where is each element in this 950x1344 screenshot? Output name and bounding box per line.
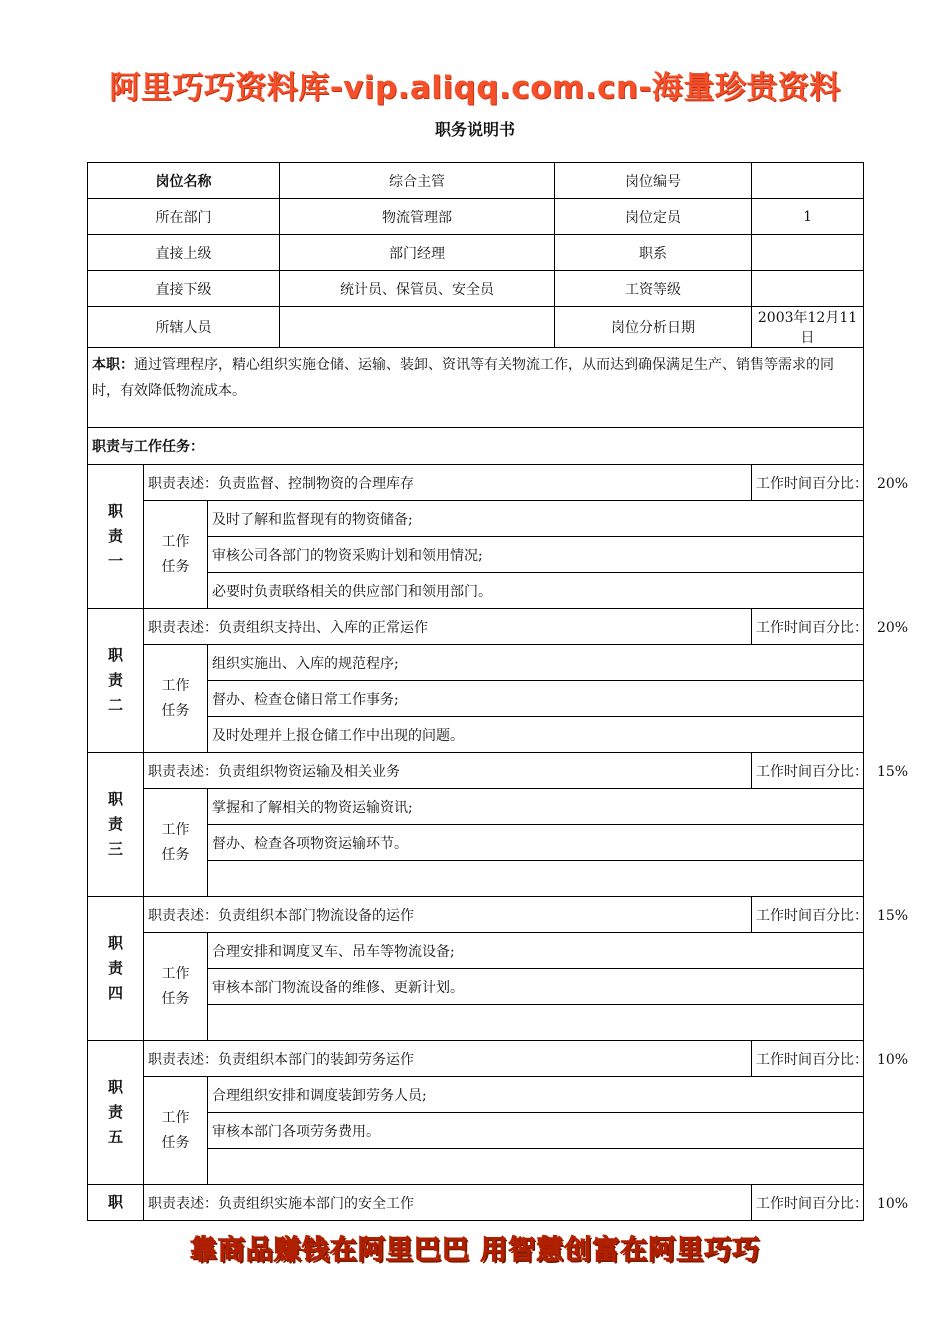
job-family-label: 职系 — [555, 235, 752, 271]
job-family-value — [752, 235, 864, 271]
task-item: 审核本部门各项劳务费用。 — [208, 1113, 864, 1149]
staff-label: 所辖人员 — [88, 307, 280, 348]
duty-statement: 职责表述：负责组织支持出、入库的正常运作 — [144, 609, 752, 645]
position-code-label: 岗位编号 — [555, 163, 752, 199]
supervisor-label: 直接上级 — [88, 235, 280, 271]
duty-6-label: 职 — [88, 1185, 144, 1221]
task-label: 工作 任务 — [144, 1077, 208, 1185]
info-row — [88, 163, 864, 199]
summary-label: 本职： — [92, 357, 134, 373]
duty-4-label: 职 责 四 — [88, 897, 144, 1041]
task-row — [88, 1077, 864, 1113]
task-item: 及时了解和监督现有的物资储备; — [208, 501, 864, 537]
headcount-label: 岗位定员 — [555, 199, 752, 235]
task-item: 督办、检查各项物资运输环节。 — [208, 825, 864, 861]
duty-2-label: 职 责 二 — [88, 609, 144, 753]
duty-time-percentage: 工作时间百分比： 15% — [752, 753, 864, 789]
task-item: 审核本部门物流设备的维修、更新计划。 — [208, 969, 864, 1005]
task-row — [88, 645, 864, 681]
task-item: 合理安排和调度叉车、吊车等物流设备; — [208, 933, 864, 969]
task-row — [88, 789, 864, 825]
task-row — [88, 933, 864, 969]
task-label: 工作 任务 — [144, 501, 208, 609]
duty-5-label: 职 责 五 — [88, 1041, 144, 1185]
supervisor-value: 部门经理 — [280, 235, 555, 271]
watermark-banner-bottom: 靠商品赚钱在阿里巴巴 用智慧创富在阿里巧巧 — [189, 1235, 761, 1266]
task-label: 工作 任务 — [144, 933, 208, 1041]
task-item: 及时处理并上报仓储工作中出现的问题。 — [208, 717, 864, 753]
summary-row — [88, 348, 864, 428]
info-row — [88, 235, 864, 271]
duty-statement-row — [88, 609, 864, 645]
salary-grade-value — [752, 271, 864, 307]
job-description-table — [87, 162, 909, 1221]
position-code-value — [752, 163, 864, 199]
duty-3-label: 职 责 三 — [88, 753, 144, 897]
task-item — [208, 861, 864, 897]
staff-value — [280, 307, 555, 348]
task-item: 审核公司各部门的物资采购计划和领用情况; — [208, 537, 864, 573]
summary-text: 通过管理程序，精心组织实施仓储、运输、装卸、资讯等有关物流工作，从而达到确保满足生产、销售等需求的同时，有效降低物流成本。 — [92, 357, 834, 399]
page-title: 职务说明书 — [434, 120, 515, 139]
duty-1-label: 职 责 一 — [88, 465, 144, 609]
task-label: 工作 任务 — [144, 789, 208, 897]
duty-statement: 职责表述：负责组织物资运输及相关业务 — [144, 753, 752, 789]
watermark-banner-top: 阿里巧巧资料库-vip.aliqq.com.cn-海量珍贵资料 — [109, 70, 841, 106]
duty-time-percentage: 工作时间百分比： 10% — [752, 1185, 864, 1221]
task-label: 工作 任务 — [144, 645, 208, 753]
subordinates-value: 统计员、保管员、安全员 — [280, 271, 555, 307]
duty-statement: 职责表述：负责监督、控制物资的合理库存 — [144, 465, 752, 501]
headcount-value: 1 — [752, 199, 864, 235]
subordinates-label: 直接下级 — [88, 271, 280, 307]
duty-statement: 职责表述：负责组织本部门的装卸劳务运作 — [144, 1041, 752, 1077]
task-row — [88, 501, 864, 537]
duty-statement: 职责表述：负责组织本部门物流设备的运作 — [144, 897, 752, 933]
department-label: 所在部门 — [88, 199, 280, 235]
duty-statement-row — [88, 753, 864, 789]
info-row — [88, 199, 864, 235]
duty-time-percentage: 工作时间百分比： 20% — [752, 609, 864, 645]
duty-time-percentage: 工作时间百分比： 20% — [752, 465, 864, 501]
task-item — [208, 1005, 864, 1041]
position-name-label: 岗位名称 — [88, 163, 280, 199]
info-row — [88, 307, 864, 348]
duties-header: 职责与工作任务： — [88, 428, 864, 465]
duty-time-percentage: 工作时间百分比： 10% — [752, 1041, 864, 1077]
position-name-value: 综合主管 — [280, 163, 555, 199]
duty-statement-row — [88, 1185, 864, 1221]
duty-statement-row — [88, 465, 864, 501]
task-item: 组织实施出、入库的规范程序; — [208, 645, 864, 681]
analysis-date-label: 岗位分析日期 — [555, 307, 752, 348]
duty-statement-row — [88, 897, 864, 933]
department-value: 物流管理部 — [280, 199, 555, 235]
duties-header-row — [88, 428, 864, 465]
duty-time-percentage: 工作时间百分比： 15% — [752, 897, 864, 933]
duty-statement: 职责表述：负责组织实施本部门的安全工作 — [144, 1185, 752, 1221]
salary-grade-label: 工资等级 — [555, 271, 752, 307]
analysis-date-value: 2003年12月11日 — [752, 307, 864, 348]
job-summary — [88, 348, 864, 428]
task-item: 合理组织安排和调度装卸劳务人员; — [208, 1077, 864, 1113]
duty-statement-row — [88, 1041, 864, 1077]
task-item: 督办、检查仓储日常工作事务; — [208, 681, 864, 717]
task-item — [208, 1149, 864, 1185]
task-item: 掌握和了解相关的物资运输资讯; — [208, 789, 864, 825]
info-row — [88, 271, 864, 307]
task-item: 必要时负责联络相关的供应部门和领用部门。 — [208, 573, 864, 609]
